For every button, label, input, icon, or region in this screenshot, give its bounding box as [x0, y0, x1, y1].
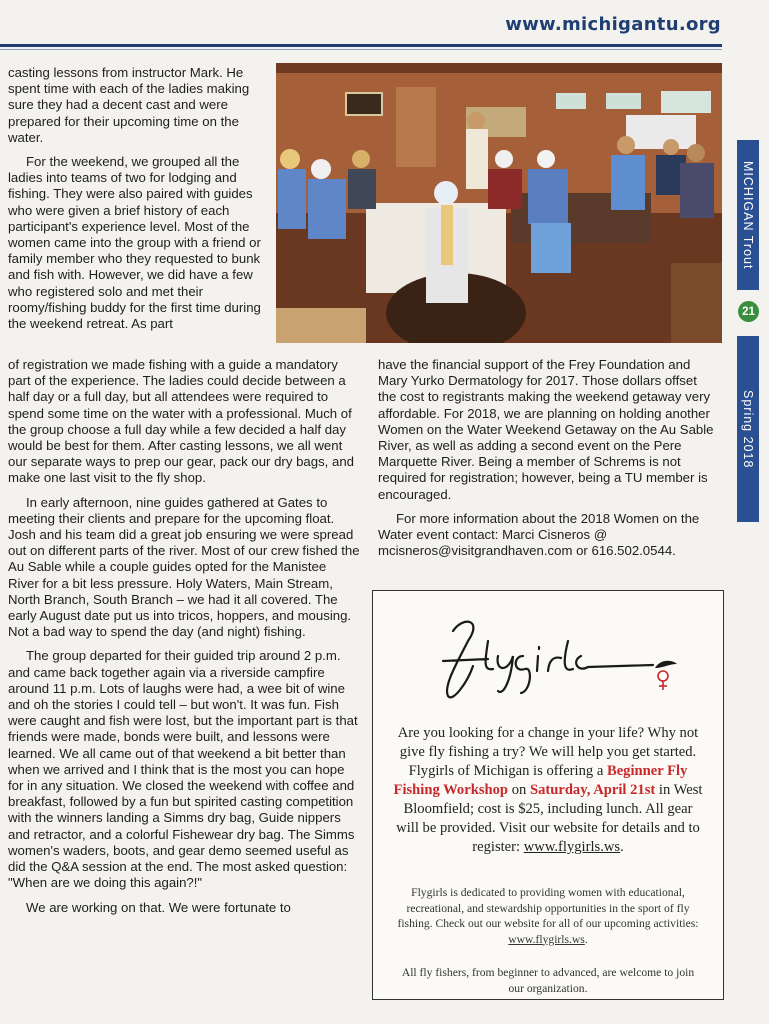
- ad-main-text: [391, 724, 705, 857]
- workshop-date: Saturday, April 21st: [529, 782, 656, 798]
- workshop-photo: [276, 63, 722, 343]
- paragraph: For more information about the 2018 Women on the Water event contact: Marci Cisneros @ mcisneros@visitgrandhaven.com or 616.502.0544.: [378, 510, 700, 559]
- paragraph: The group departed for their guided trip around 2 p.m. and came back together again via a riverside campfire around 11 p.m. Lots of laughs were had, a wee bit of wine and oh the stories I could tell – but won't. It was fun. Fish were caught and fish were lost, but the important part is that friends were made, bonds were built, and lessons were learned. We all came out of that weekend a bit better than when we arrived and I think that is the most you can hope for in any situation. We closed the weekend with coffee and breakfast, followed by a fun but spirited casting competition with the winners landing a Simms dry bag, Guide nippers and retractor, and a colorful Fishewear dry bag. The Simms women's waders, boots, and gear demo seemed useful as did the Q&A session at the end. The most asked question: "When are we doing this again?!": [8, 648, 358, 891]
- mission-text: Flygirls is dedicated to providing women with educational, recreational, and stewardship opportunities in the sport of fly fishing. Check out our website for all of our upcoming activities:: [397, 886, 699, 930]
- article-column-left-top: [8, 65, 270, 332]
- ad-welcome: All fly fishers, from beginner to advanced, are welcome to join our organization.: [401, 966, 695, 995]
- website-url: www.michigantu.org: [505, 14, 721, 35]
- ad-intro: Are you looking for a change in your life? Why not give fly fishing a try? We will help you get started. Flygirls of Michigan is offering a: [397, 725, 699, 779]
- paragraph: of registration we made fishing with a guide a mandatory part of the experience. The ladies could decide between a half day or a full day, but all attendees were required to spend some time on the water with a professional. Much of the group choose a full day while a few decided a half day would be best for them. After casting lessons, we all went our separate ways to prep our gear, pack our dry bags, and make one last visit to the fly shop.: [8, 357, 355, 486]
- flygirls-advertisement: [372, 590, 724, 1000]
- header-rule: [0, 44, 722, 47]
- page-number: 21: [738, 301, 759, 322]
- publication-tab: [737, 140, 759, 290]
- article-column-right: [378, 357, 718, 567]
- paragraph: casting lessons from instructor Mark. He spent time with each of the ladies making sure they had a decent cast and were prepared for their upcoming time on the water.: [8, 65, 250, 145]
- ad-period: .: [620, 839, 624, 855]
- ad-details: in West Bloomfield; cost is $25, including lunch. All gear will be provided. Visit our website for details and to register:: [396, 782, 703, 855]
- ad-mission: [395, 885, 701, 947]
- website-link[interactable]: www.flygirls.ws: [523, 839, 621, 855]
- mission-link[interactable]: www.flygirls.ws: [508, 932, 585, 946]
- ad-on: on: [511, 782, 527, 798]
- flygirls-logo: [413, 611, 693, 711]
- paragraph: For the weekend, we grouped all the ladies into teams of two for lodging and fishing. They were also paired with guides who were given a brief history of each participant's experience level. Most of the women came into the group with a friend or family member who they requested to bunk and fish with. However, we did have a few who registered solo and met their roomy/fishing buddy for the first time during the weekend retreat. As part: [8, 154, 261, 332]
- issue-tab: [737, 336, 759, 522]
- paragraph: In early afternoon, nine guides gathered at Gates to meeting their clients and prepare for the upcoming float. Josh and his team did a great job ensuring we were spread out on different parts of the river. Most of our crew fished the Au Sable while a couple guides opted for the Manistee River for a bit less pressure. Holy Waters, Main Stream, North Branch, South Branch – we had it all covered. The early August date put us into tricos, hoppers, and mousing. Not a bad way to spend the day (and night) fishing.: [8, 494, 360, 640]
- mission-period: .: [584, 932, 588, 946]
- workshop-title: Beginner Fly Fishing Workshop: [393, 763, 688, 798]
- article-column-left: [8, 357, 360, 924]
- header-rule-thin: [0, 49, 722, 50]
- logo-text: flygirls: [423, 709, 426, 710]
- paragraph: We are working on that. We were fortunate to: [26, 899, 291, 915]
- issue-label: Spring 2018: [741, 389, 755, 469]
- paragraph: have the financial support of the Frey Foundation and Mary Yurko Dermatology for 2017. Those dollars offset the cost to registrants making the weekend getaway very affordable. For 2018, we are planning on holding another Women on the Water Weekend Getaway on the Au Sable River, as well as adding a second event on the Pere Marquette River. Being a member of Schrems is not required for registration; however, being a TU member is encouraged.: [378, 357, 714, 502]
- publication-label: MICHIGAN Trout: [741, 160, 755, 270]
